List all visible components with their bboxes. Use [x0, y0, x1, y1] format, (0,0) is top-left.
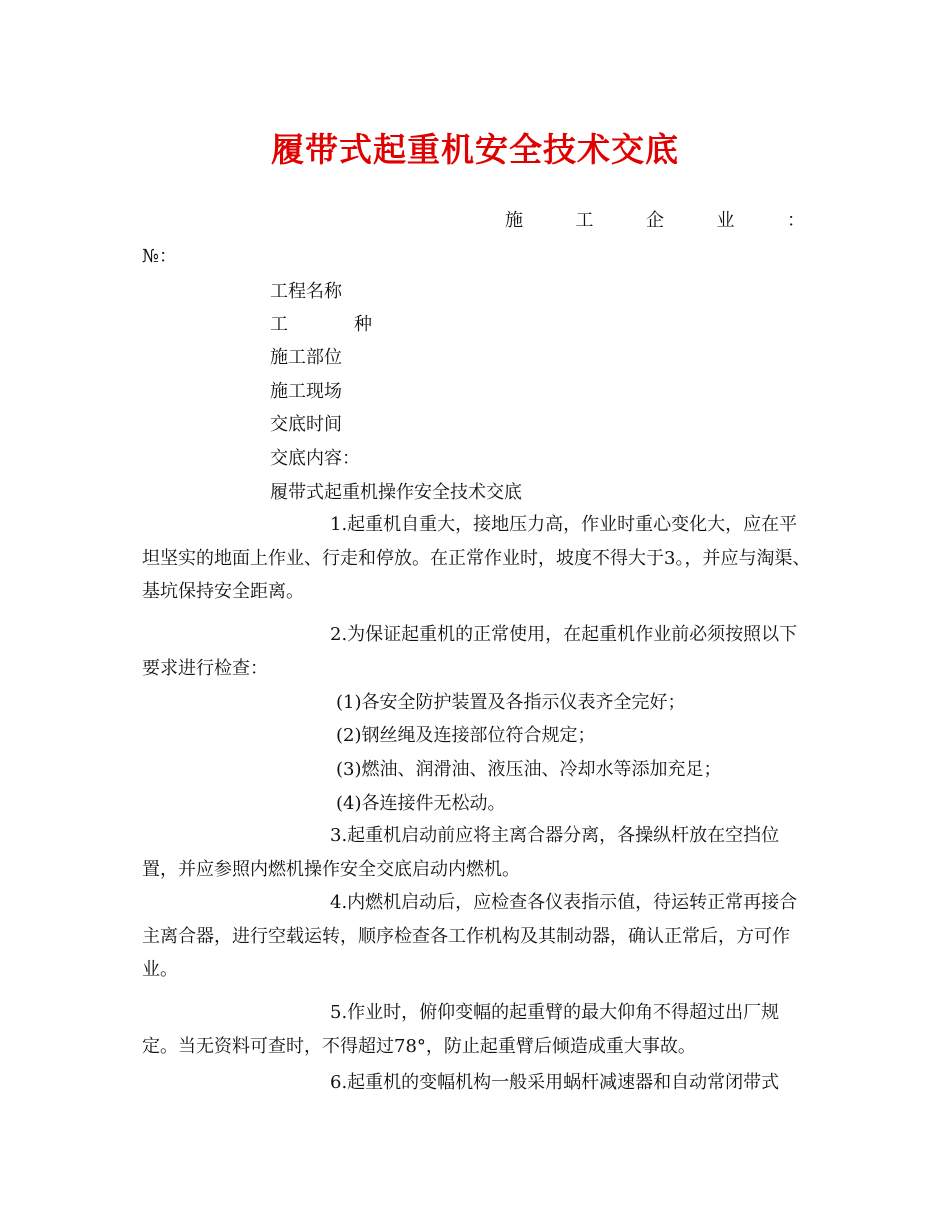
- document-title: 履带式起重机安全技术交底: [271, 130, 679, 169]
- paragraph-6-text: 6.起重机的变幅机构一般采用蜗杆减速器和自动常闭带式: [330, 1072, 780, 1093]
- field-work-type-char: 工: [270, 314, 288, 335]
- enterprise-char: ：: [787, 210, 805, 231]
- paragraph-5: [142, 996, 812, 1063]
- check-item-3: (3)燃油、润滑油、液压油、冷却水等添加充足；: [336, 759, 722, 780]
- enterprise-label: [505, 208, 805, 234]
- field-handover-content: 交底内容：: [270, 448, 360, 469]
- enterprise-char: 业: [716, 210, 735, 231]
- paragraph-2: [142, 618, 812, 685]
- field-work-type-char: 种: [354, 314, 372, 335]
- paragraph-4: [142, 886, 812, 987]
- paragraph-3-text: 3.起重机启动前应将主离合器分离，各操纵杆放在空挡位置，并应参照内燃机操作安全交底启动内燃机。: [142, 825, 780, 880]
- check-item-4: (4)各连接件无松动。: [336, 793, 506, 814]
- field-construction-part: 施工部位: [270, 347, 342, 368]
- paragraph-1-text: 1.起重机自重大，接地压力高，作业时重心变化大，应在平坦坚实的地面上作业、行走和停放。在正常作业时，坡度不得大于3。，并应与淘渠、基坑保持安全距离。: [142, 514, 811, 602]
- number-label: №：: [142, 246, 178, 267]
- paragraph-3: [142, 819, 812, 886]
- enterprise-char: 施: [505, 210, 523, 231]
- field-work-type: [270, 312, 372, 338]
- enterprise-char: 工: [575, 210, 594, 231]
- paragraph-1: [142, 508, 812, 609]
- paragraph-4-text: 4.内燃机启动后，应检查各仪表指示值，待运转正常再接合主离合器，进行空载运转，顺序检查各工作机构及其制动器，确认正常后，方可作业。: [142, 892, 798, 980]
- field-handover-time: 交底时间: [270, 414, 342, 435]
- field-project-name: 工程名称: [270, 281, 342, 302]
- check-item-2: (2)钢丝绳及连接部位符合规定；: [336, 725, 596, 746]
- document-subtitle: 履带式起重机操作安全技术交底: [270, 482, 522, 503]
- paragraph-6: [142, 1066, 812, 1100]
- check-item-1: (1)各安全防护装置及各指示仪表齐全完好；: [336, 692, 686, 713]
- field-construction-site: 施工现场: [270, 381, 342, 402]
- paragraph-2-text: 2.为保证起重机的正常使用，在起重机作业前必须按照以下要求进行检查：: [142, 624, 798, 679]
- paragraph-5-text: 5.作业时，俯仰变幅的起重臂的最大仰角不得超过出厂规定。当无资料可查时，不得超过78°，防止起重臂后倾造成重大事故。: [142, 1002, 780, 1057]
- enterprise-char: 企: [646, 210, 664, 231]
